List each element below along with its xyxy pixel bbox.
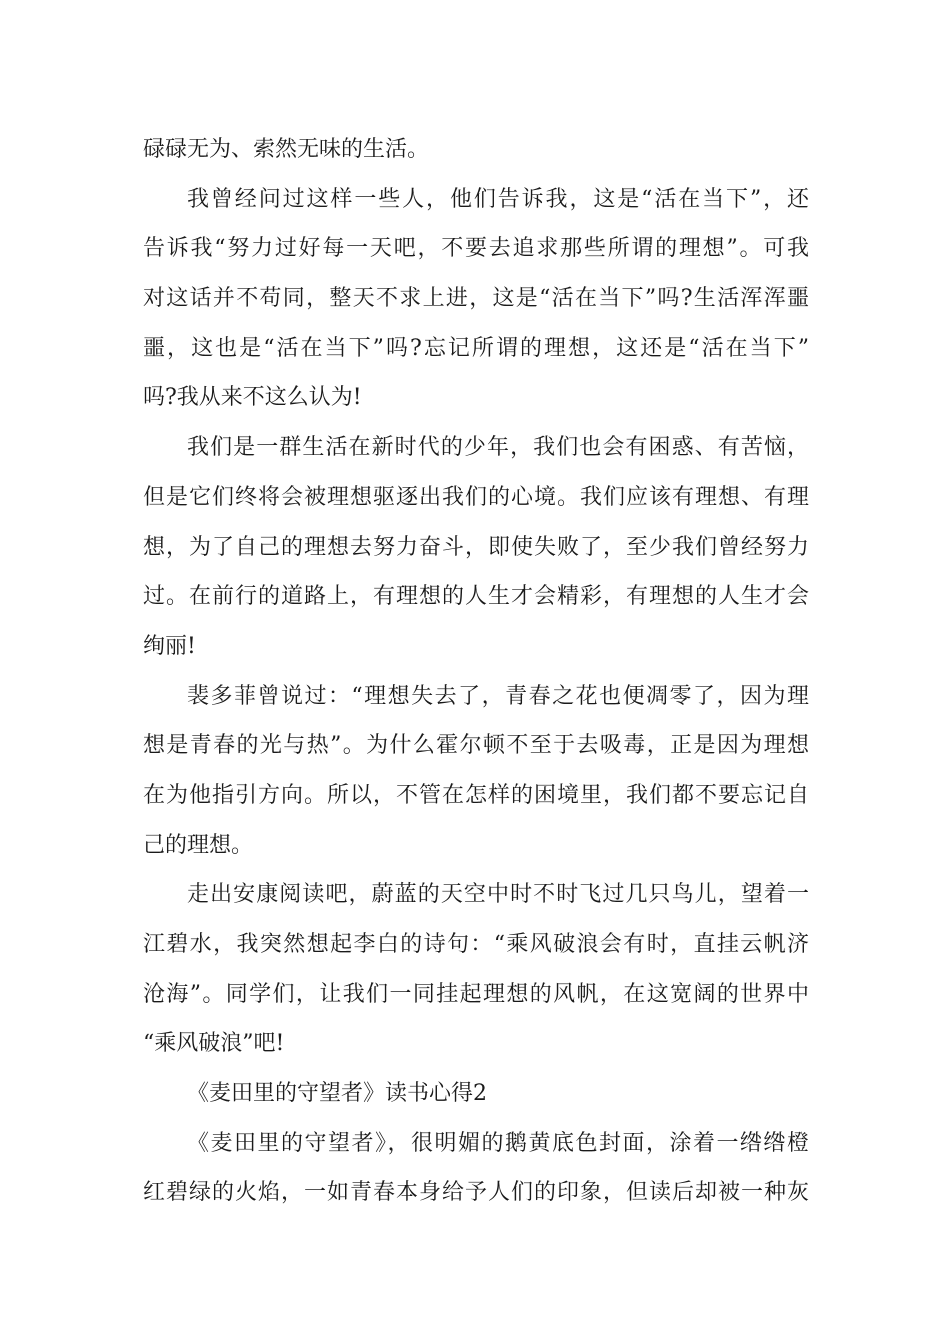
text-line: 己的理想。 [143,832,254,858]
text-line: 我们是一群生活在新时代的少年，我们也会有困惑、有苦恼， [187,435,809,461]
text-line: “乘风破浪”吧! [143,1031,285,1057]
text-line: 江碧水，我突然想起李白的诗句：“乘风破浪会有时，直挂云帆济 [143,932,809,957]
text-line: 但是它们终将会被理想驱逐出我们的心境。我们应该有理想、有理 [143,484,809,510]
text-line: 想，为了自己的理想去努力奋斗，即使失败了，至少我们曾经努力 [143,534,809,560]
text-line: 对这话并不苟同，整天不求上进，这是“活在当下”吗?生活浑浑噩 [143,286,809,312]
text-line: 在为他指引方向。所以，不管在怎样的困境里，我们都不要忘记自 [143,782,809,808]
text-line: 《麦田里的守望者》读书心得2 [187,1081,487,1107]
text-line: 吗?我从来不这么认为! [143,385,362,411]
document-body [143,125,809,1218]
text-line: 走出安康阅读吧，蔚蓝的天空中时不时飞过几只鸟儿，望着一 [187,882,809,908]
text-line: 沧海”。同学们，让我们一同挂起理想的风帆，在这宽阔的世界中 [143,981,809,1007]
text-line: 红碧绿的火焰，一如青春本身给予人们的印象，但读后却被一种灰 [143,1180,809,1206]
text-line: 碌碌无为、索然无味的生活。 [143,137,430,162]
text-line: 过。在前行的道路上，有理想的人生才会精彩，有理想的人生才会 [143,584,809,610]
text-line: 《麦田里的守望者》，很明媚的鹅黄底色封面，涂着一绺绺橙 [187,1130,809,1156]
text-line: 噩，这也是“活在当下”吗?忘记所谓的理想，这还是“活在当下” [143,335,809,361]
text-line: 绚丽! [143,633,196,659]
text-line: 想是青春的光与热”。为什么霍尔顿不至于去吸毒，正是因为理想 [143,733,809,759]
text-line: 告诉我“努力过好每一天吧，不要去追求那些所谓的理想”。可我 [143,236,809,262]
text-line: 裴多菲曾说过：“理想失去了，青春之花也便凋零了，因为理 [187,683,809,709]
text-line: 我曾经问过这样一些人，他们告诉我，这是“活在当下”，还 [187,186,809,212]
